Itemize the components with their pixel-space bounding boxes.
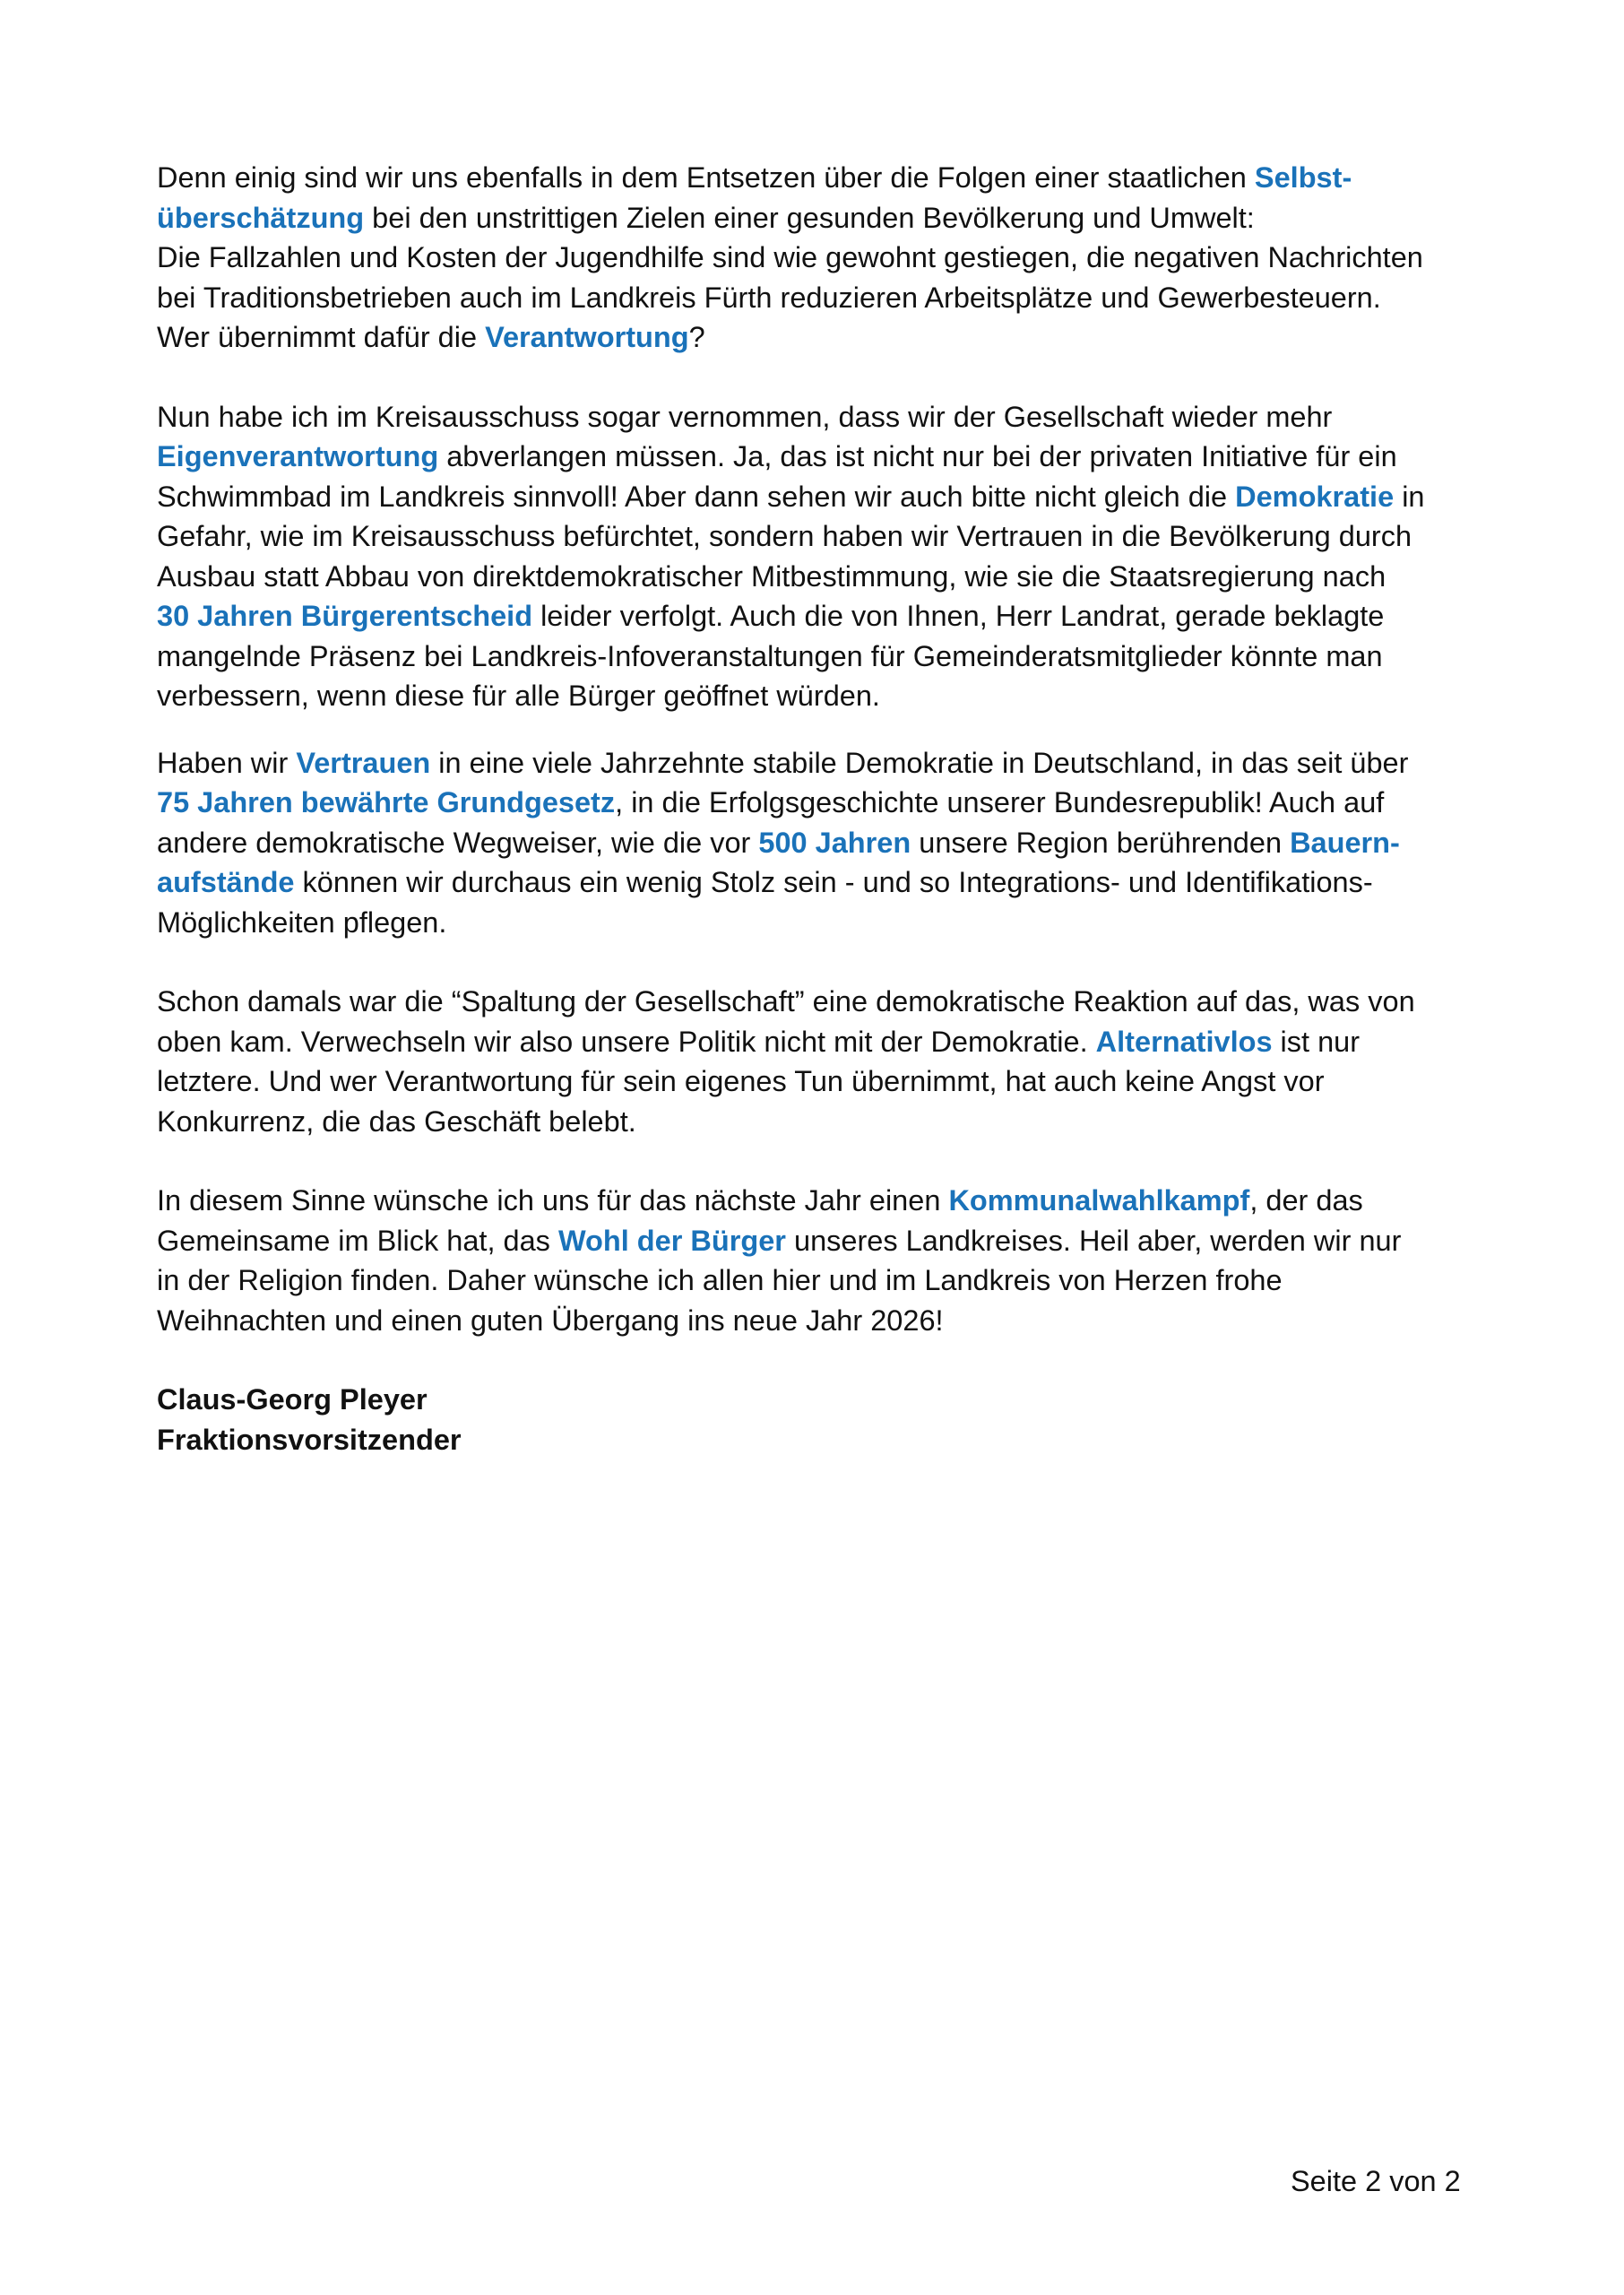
- text-run: unsere Region berührenden: [911, 826, 1291, 859]
- text-run: Weihnachten und einen guten Übergang ins neue Jahr 2026!: [157, 1303, 944, 1337]
- highlighted-term: Eigenverantwortung: [157, 440, 439, 472]
- text-run: andere demokratische Wegweiser, wie die vor: [157, 826, 759, 859]
- paragraph-gap: [157, 942, 1483, 982]
- highlighted-term: 75 Jahren bewährte Grundgesetz: [157, 786, 616, 818]
- text-line: [157, 982, 1483, 1022]
- text-line: [157, 516, 1483, 557]
- highlighted-term: 30 Jahren Bürgerentscheid: [157, 600, 533, 632]
- text-line: [157, 158, 1483, 198]
- text-line: [157, 477, 1483, 517]
- highlighted-term: Verantwortung: [485, 321, 689, 353]
- text-run: Denn einig sind wir uns ebenfalls in dem Entsetzen über die Folgen einer staatlichen: [157, 161, 1255, 194]
- paragraph: [157, 1181, 1483, 1340]
- paragraph: [157, 397, 1483, 716]
- text-run: verbessern, wenn diese für alle Bürger geöffnet würden.: [157, 680, 880, 712]
- text-run: in der Religion finden. Daher wünsche ich allen hier und im Landkreis von Herzen frohe: [157, 1264, 1283, 1296]
- highlighted-term: überschätzung: [157, 201, 365, 234]
- paragraph: [157, 743, 1483, 943]
- paragraph-gap: [157, 1340, 1483, 1380]
- text-run: in eine viele Jahrzehnte stabile Demokratie in Deutschland, in das seit über: [430, 746, 1409, 779]
- text-run: Gefahr, wie im Kreisausschuss befürchtet, sondern haben wir Vertrauen in die Bevölkerung durch: [157, 520, 1412, 552]
- highlighted-term: Demokratie: [1235, 480, 1395, 513]
- text-run: Ausbau statt Abbau von direktdemokratischer Mitbestimmung, wie sie die Staatsregierung nach: [157, 559, 1386, 593]
- highlighted-term: 500 Jahren: [758, 826, 911, 859]
- text-line: [157, 397, 1483, 437]
- signature-title: Fraktionsvorsitzender: [157, 1423, 462, 1456]
- text-run: bei den unstrittigen Zielen einer gesunden Bevölkerung und Umwelt:: [364, 201, 1255, 234]
- paragraph-gap: [157, 358, 1483, 397]
- highlighted-term: aufstände: [157, 866, 295, 898]
- text-run: Gemeinsame im Blick hat, das: [157, 1224, 558, 1257]
- text-line: [157, 743, 1483, 784]
- text-run: Schon damals war die “Spaltung der Gesellschaft” eine demokratische Reaktion auf das, was von: [157, 985, 1415, 1018]
- text-line: [157, 1181, 1483, 1221]
- text-line: [157, 1022, 1483, 1062]
- text-line: [157, 238, 1483, 278]
- paragraph-gap: [157, 716, 1483, 743]
- text-run: Die Fallzahlen und Kosten der Jugendhilfe sind wie gewohnt gestiegen, die negativen Nachrichten: [157, 241, 1423, 273]
- text-run: ist nur: [1272, 1025, 1361, 1058]
- text-run: leider verfolgt. Auch die von Ihnen, Herr Landrat, gerade beklagte: [532, 600, 1385, 632]
- page-number: Seite 2 von 2: [1291, 2165, 1461, 2197]
- text-line: [157, 1102, 1483, 1142]
- paragraph: [157, 158, 1483, 358]
- letter-body: [157, 158, 1483, 1459]
- text-run: unseres Landkreises. Heil aber, werden wir nur: [785, 1224, 1402, 1257]
- text-line: [157, 596, 1483, 637]
- text-line: [157, 637, 1483, 677]
- text-line: [157, 783, 1483, 823]
- text-line: [157, 862, 1483, 903]
- text-line: [157, 903, 1483, 943]
- text-run: Möglichkeiten pflegen.: [157, 905, 447, 939]
- highlighted-term: Alternativlos: [1095, 1025, 1273, 1058]
- text-run: In diesem Sinne wünsche ich uns für das nächste Jahr einen: [157, 1184, 949, 1217]
- text-line: [157, 437, 1483, 477]
- text-line: [157, 1061, 1483, 1102]
- text-run: abverlangen müssen. Ja, das ist nicht nur bei der privaten Initiative für ein: [438, 440, 1397, 472]
- text-run: , in die Erfolgsgeschichte unserer Bundesrepublik! Auch auf: [615, 786, 1385, 818]
- paragraph: [157, 982, 1483, 1141]
- text-run: letztere. Und wer Verantwortung für sein eigenes Tun übernimmt, hat auch keine Angst vor: [157, 1065, 1325, 1097]
- text-line: [157, 317, 1483, 358]
- text-run: Nun habe ich im Kreisausschuss sogar vernommen, dass wir der Gesellschaft wieder mehr: [157, 400, 1333, 433]
- text-run: in: [1394, 480, 1425, 513]
- text-run: Haben wir: [157, 746, 297, 779]
- text-line: [157, 1301, 1483, 1341]
- text-line: [157, 198, 1483, 238]
- text-run: mangelnde Präsenz bei Landkreis-Infoveranstaltungen für Gemeinderatsmitglieder könnte man: [157, 639, 1383, 672]
- text-line: [157, 676, 1483, 716]
- text-run: oben kam. Verwechseln wir also unsere Politik nicht mit der Demokratie.: [157, 1025, 1096, 1058]
- highlighted-term: Wohl der Bürger: [557, 1224, 786, 1257]
- signature-block: [157, 1380, 1483, 1459]
- text-run: Schwimmbad im Landkreis sinnvoll! Aber dann sehen wir auch bitte nicht gleich die: [157, 480, 1236, 513]
- text-run: , der das: [1249, 1184, 1363, 1217]
- highlighted-term: Kommunalwahlkampf: [948, 1184, 1250, 1217]
- text-line: [157, 278, 1483, 318]
- text-line: [157, 1221, 1483, 1261]
- text-run: können wir durchaus ein wenig Stolz sein - und so Integrations- und Identifikations-: [294, 866, 1373, 898]
- paragraph-gap: [157, 1141, 1483, 1181]
- text-line: [157, 1260, 1483, 1301]
- text-run: ?: [688, 321, 705, 353]
- highlighted-term: Bauern-: [1290, 826, 1400, 859]
- text-line: [157, 557, 1483, 597]
- highlighted-term: Selbst-: [1254, 161, 1352, 194]
- signature-name: Claus-Georg Pleyer: [157, 1383, 428, 1416]
- text-run: Wer übernimmt dafür die: [157, 321, 486, 353]
- highlighted-term: Vertrauen: [296, 746, 431, 779]
- text-run: bei Traditionsbetrieben auch im Landkreis Fürth reduzieren Arbeitsplätze und Gewerbesteuern.: [157, 281, 1381, 314]
- text-run: Konkurrenz, die das Geschäft belebt.: [157, 1104, 636, 1138]
- text-line: [157, 823, 1483, 863]
